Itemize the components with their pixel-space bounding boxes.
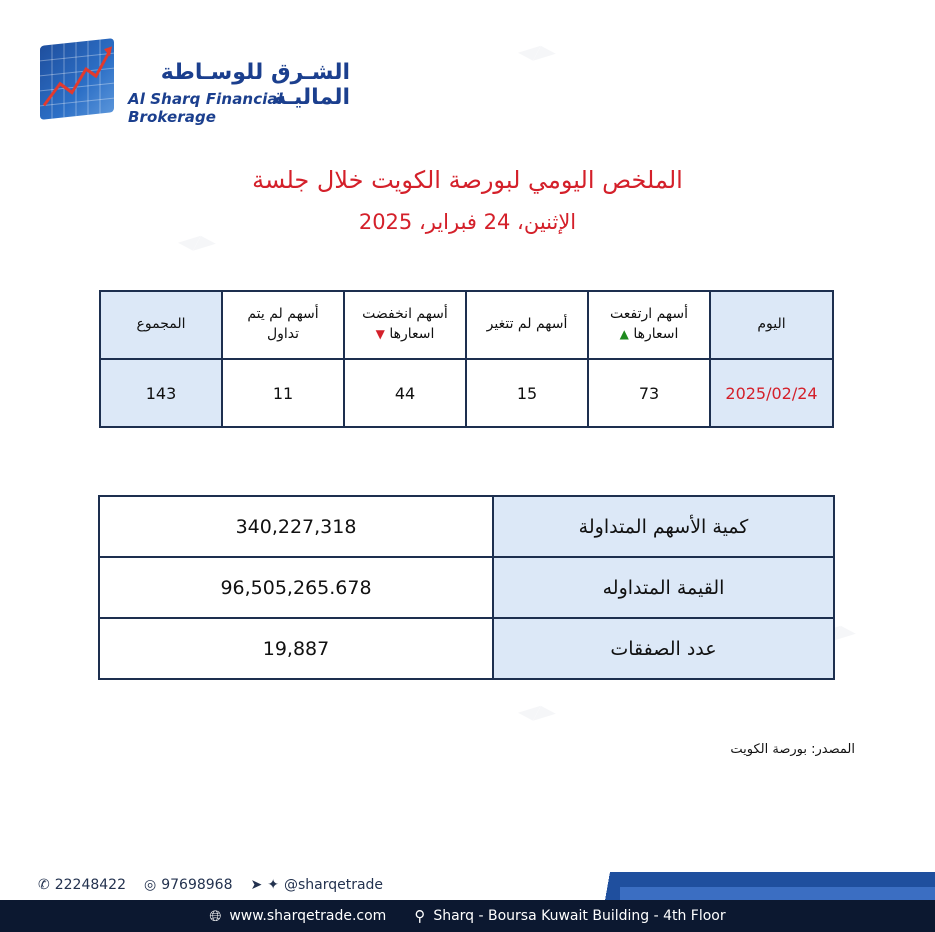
cell-day: 2025/02/24 bbox=[710, 359, 833, 427]
phone-icon: ✆ bbox=[38, 877, 50, 893]
twitter-icon: ✦ bbox=[267, 877, 279, 893]
social-handle: @sharqetrade bbox=[283, 877, 384, 893]
company-logo bbox=[40, 42, 360, 126]
header-not-traded-sub: تداول bbox=[266, 326, 300, 342]
watermark-logo: ◢◤ bbox=[176, 223, 219, 262]
header-day-label: اليوم bbox=[757, 316, 786, 333]
summary-table bbox=[99, 290, 834, 428]
footer-bar bbox=[0, 900, 935, 932]
header-not-traded bbox=[222, 291, 344, 359]
volume-label: كمية الأسهم المتداولة bbox=[493, 496, 834, 557]
up-triangle-icon: ▲ bbox=[619, 327, 629, 341]
summary-header-row bbox=[100, 291, 833, 359]
header-not-traded-label: أسهم لم يتم bbox=[247, 306, 319, 323]
deals-value: 19,887 bbox=[99, 618, 493, 679]
footer-address bbox=[414, 907, 725, 925]
watermark-logo: ◢◤ bbox=[516, 33, 559, 72]
deals-label: عدد الصفقات bbox=[493, 618, 834, 679]
address-text: Sharq - Boursa Kuwait Building - 4th Floor bbox=[433, 908, 726, 924]
footer-website[interactable] bbox=[209, 907, 386, 925]
cell-rose: 73 bbox=[588, 359, 710, 427]
logo-english-text: Al Sharq Financial Brokerage bbox=[128, 90, 283, 126]
header-fell bbox=[344, 291, 466, 359]
logo-arabic-text: الشـرق للوسـاطة الماليـة bbox=[160, 60, 350, 110]
contact-phone[interactable] bbox=[38, 877, 126, 893]
watermark-logo: ◢◤ bbox=[516, 693, 559, 732]
phone-number: 22248422 bbox=[54, 877, 126, 893]
traded-value-label: القيمة المتداوله bbox=[493, 557, 834, 618]
source-note: المصدر: بورصة الكويت bbox=[730, 742, 855, 757]
contact-social[interactable] bbox=[250, 877, 383, 893]
cell-unchanged: 15 bbox=[466, 359, 588, 427]
header-unchanged bbox=[466, 291, 588, 359]
whatsapp-number: 97698968 bbox=[161, 877, 233, 893]
header-rose-label: أسهم ارتفعت bbox=[610, 306, 688, 323]
whatsapp-icon: ◎ bbox=[144, 877, 157, 893]
watermark-logo: ◢◤ bbox=[816, 613, 859, 652]
stats-row-deals bbox=[99, 618, 834, 679]
stats-row-value bbox=[99, 557, 834, 618]
header-rose-sub-text: اسعارها bbox=[633, 326, 679, 342]
down-triangle-icon: ▼ bbox=[375, 327, 385, 341]
header-fell-sub-text: اسعارها bbox=[389, 326, 435, 342]
contact-whatsapp[interactable] bbox=[144, 877, 232, 893]
report-title: الملخص اليومي لبورصة الكويت خلال جلسة bbox=[252, 166, 683, 194]
cell-not-traded: 11 bbox=[222, 359, 344, 427]
header-unchanged-label: أسهم لم تتغير bbox=[486, 316, 568, 333]
traded-value: 96,505,265.678 bbox=[99, 557, 493, 618]
stats-row-volume bbox=[99, 496, 834, 557]
summary-data-row bbox=[100, 359, 833, 427]
contact-bar bbox=[38, 875, 401, 895]
website-url: www.sharqetrade.com bbox=[229, 908, 387, 924]
header-rose bbox=[588, 291, 710, 359]
header-day bbox=[710, 291, 833, 359]
header-rose-sub bbox=[589, 325, 709, 345]
header-total bbox=[100, 291, 222, 359]
globe-icon: 🌐︎ bbox=[209, 907, 222, 925]
stats-table bbox=[98, 495, 835, 680]
footer-accent-stripe-inner bbox=[620, 887, 935, 900]
location-pin-icon: ⚲ bbox=[414, 907, 426, 925]
logo-chart-icon bbox=[40, 38, 114, 120]
telegram-icon: ➤ bbox=[250, 877, 263, 893]
cell-fell: 44 bbox=[344, 359, 466, 427]
header-fell-sub bbox=[345, 325, 465, 345]
volume-value: 340,227,318 bbox=[99, 496, 493, 557]
header-fell-label: أسهم انخفضت bbox=[362, 306, 448, 323]
cell-total: 143 bbox=[100, 359, 222, 427]
header-total-label: المجموع bbox=[136, 316, 186, 333]
report-date: الإثنين، 24 فبراير، 2025 bbox=[358, 210, 577, 234]
